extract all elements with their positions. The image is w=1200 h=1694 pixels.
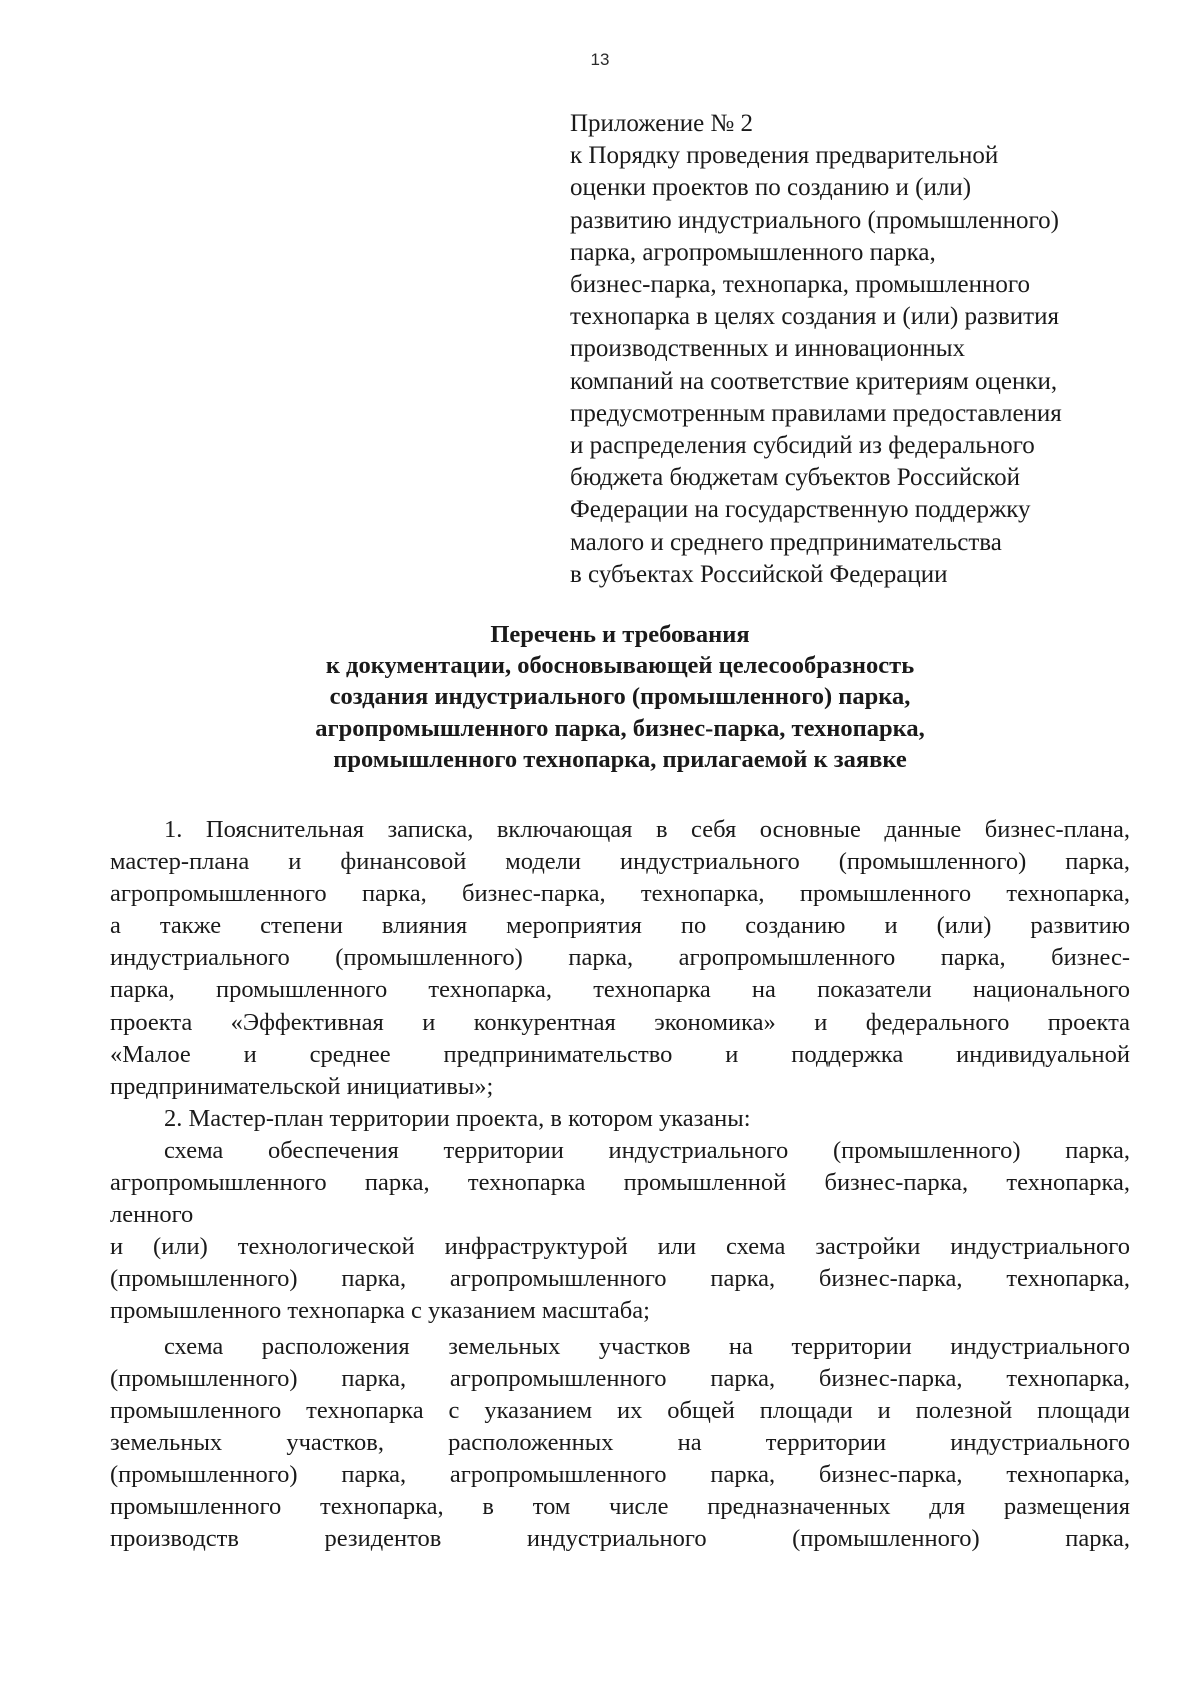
document-title: [110, 619, 1130, 775]
body-line: схема обеспечения территории индустриального (промышленного) парка,: [164, 1136, 1130, 1164]
appendix-line: к Порядку проведения предварительной: [570, 142, 999, 170]
title-line: агропромышленного парка, бизнес-парка, технопарка,: [315, 714, 925, 742]
appendix-line: бизнес-парка, технопарка, промышленного: [570, 271, 1030, 299]
body-line: схема расположения земельных участков на территории индустриального: [164, 1332, 1130, 1360]
body-line: земельных участков, расположенных на территории индустриального: [110, 1428, 1130, 1456]
body-line: предпринимательской инициативы»;: [110, 1072, 494, 1100]
body-line: «Малое и среднее предпринимательство и поддержка индивидуальной: [110, 1040, 1130, 1068]
appendix-line: развитию индустриального (промышленного): [570, 206, 1059, 234]
appendix-header: [570, 108, 1170, 591]
body-line: парка, промышленного технопарка, технопарка на показатели национального: [110, 976, 1130, 1004]
appendix-line: бюджета бюджетам субъектов Российской: [570, 464, 1020, 492]
body-line: мастер-плана и финансовой модели индустриального (промышленного) парка,: [110, 848, 1130, 876]
appendix-line: производственных и инновационных: [570, 335, 965, 363]
title-line: Перечень и требования: [490, 621, 750, 648]
title-line: создания индустриального (промышленного) парка,: [329, 683, 911, 711]
body-line: промышленного технопарка с указанием их общей площади и полезной площади: [110, 1396, 1130, 1424]
appendix-line: и распределения субсидий из федерального: [570, 432, 1035, 460]
appendix-line: парка, агропромышленного парка,: [570, 238, 936, 266]
body-line: и (или) технологической инфраструктурой или схема застройки индустриального: [110, 1233, 1130, 1261]
body-line: производств резидентов индустриального (промышленного) парка,: [110, 1525, 1130, 1553]
appendix-line: оценки проектов по созданию и (или): [570, 174, 972, 202]
body-line: проекта «Эффективная и конкурентная экономика» и федерального проекта: [110, 1008, 1130, 1036]
body-line: (промышленного) парка, агропромышленного парка, бизнес-парка, технопарка,: [110, 1460, 1130, 1488]
body-line: промышленного технопарка с указанием масштаба;: [110, 1297, 650, 1325]
body-line: 2. Мастер-план территории проекта, в котором указаны:: [164, 1104, 751, 1132]
body-line: индустриального (промышленного) парка, агропромышленного парка, бизнес-: [110, 944, 1130, 972]
body-line: (промышленного) парка, агропромышленного парка, бизнес-парка, технопарка,: [110, 1364, 1130, 1392]
appendix-line: малого и среднего предпринимательства: [570, 528, 1002, 556]
document-body: [110, 814, 1130, 1555]
body-line: агропромышленного парка, технопарка промышленной бизнес-парка, технопарка,: [110, 1169, 1130, 1197]
appendix-line: предусмотренным правилами предоставления: [570, 399, 1062, 427]
body-line: промышленного технопарка, в том числе предназначенных для размещения: [110, 1492, 1130, 1520]
appendix-line: в субъектах Российской Федерации: [570, 560, 948, 588]
body-line: ленного: [110, 1201, 194, 1229]
body-line: (промышленного) парка, агропромышленного парка, бизнес-парка, технопарка,: [110, 1265, 1130, 1293]
appendix-line: технопарка в целях создания и (или) развития: [570, 303, 1059, 331]
body-line: агропромышленного парка, бизнес-парка, технопарка, промышленного технопарка,: [110, 880, 1130, 908]
page-number: 13: [590, 50, 610, 69]
appendix-line: Федерации на государственную поддержку: [570, 496, 1031, 524]
title-line: к документации, обосновывающей целесообразность: [325, 652, 915, 680]
body-line: а также степени влияния мероприятия по созданию и (или) развитию: [110, 912, 1130, 940]
title-line: промышленного технопарка, прилагаемой к заявке: [333, 745, 907, 773]
appendix-line: Приложение № 2: [570, 110, 754, 137]
appendix-line: компаний на соответствие критериям оценки,: [570, 367, 1058, 395]
body-line: 1. Пояснительная записка, включающая в себя основные данные бизнес-плана,: [164, 816, 1130, 843]
